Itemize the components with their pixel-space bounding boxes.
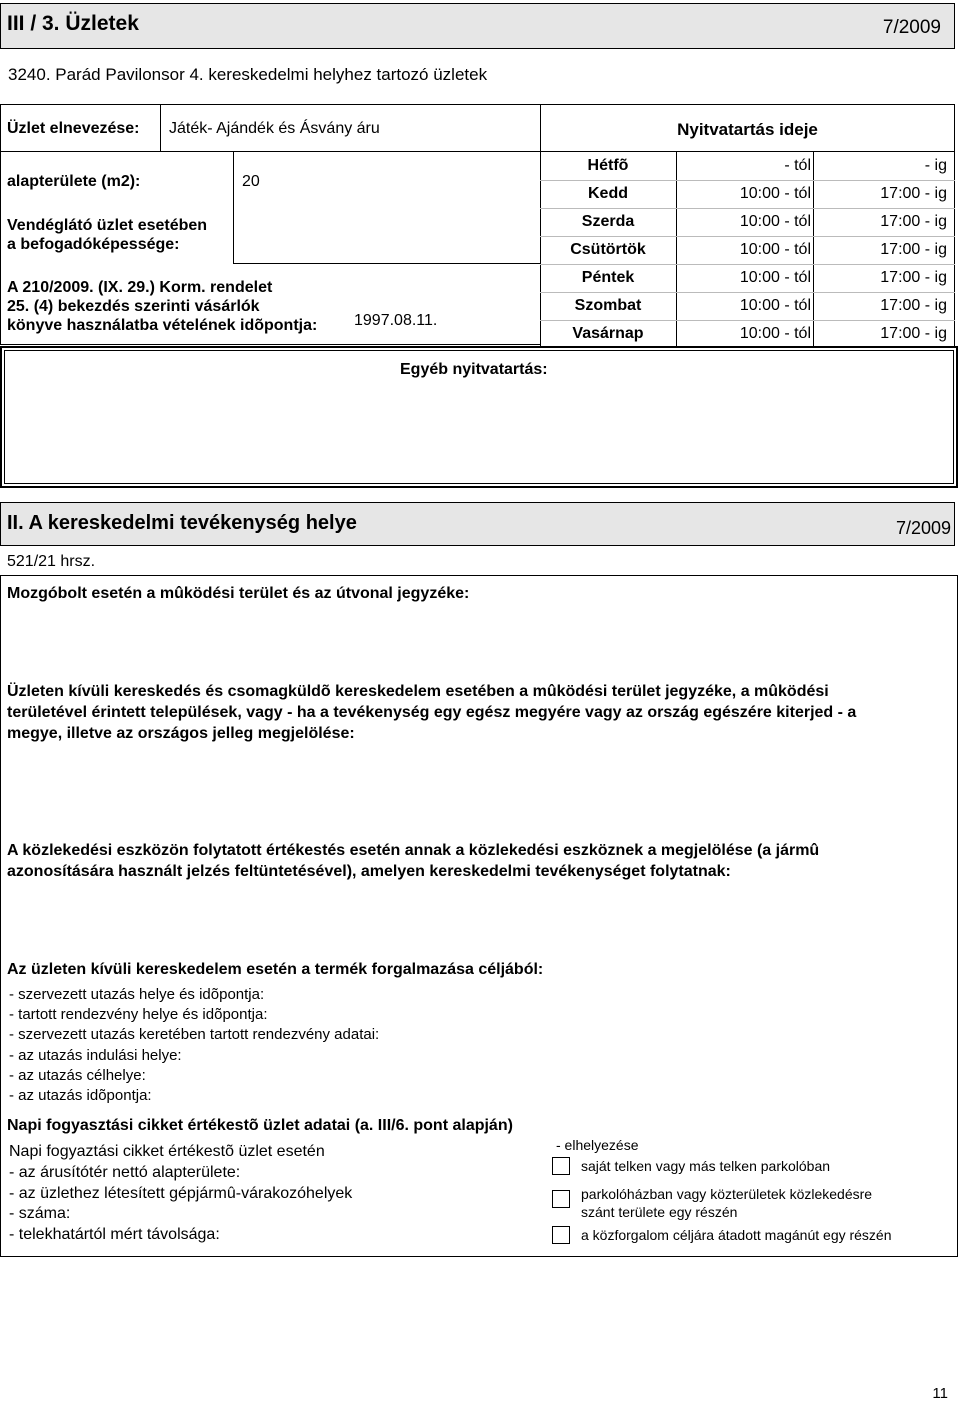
promo-item: - szervezett utazás helye és idõpontja: [9,986,265,1003]
opening-hours-row [541,264,955,292]
open-to: - ig [924,157,947,174]
shop-name-value: Játék- Ajándék és Ásvány áru [169,120,380,137]
section2-title: II. A kereskedelmi tevékenység helye [7,512,357,534]
grocery-item: Napi fogyaztási cikket értékestõ üzlet esetén [9,1143,325,1160]
opening-hours-row [541,320,955,348]
day-name: Péntek [581,269,635,286]
promo-item: - az utazás célhelye: [9,1067,146,1084]
promo-item: - szervezett utazás keretében tartott rendezvény adatai: [9,1026,380,1043]
decree-line-1: A 210/2009. (IX. 29.) Korm. rendelet [7,279,273,296]
outside-trade-label-2: területével érintett települések, vagy - ha a tevékenység egy egész megyére vagy az ország egészére kiterjed - a [7,704,857,721]
location-label: - elhelyezése [556,1137,639,1153]
lot-number: 521/21 hrsz. [7,553,96,570]
open-from: - tól [784,157,811,174]
grocery-item: - száma: [9,1205,71,1222]
opening-hours-title: Nyitvatartás ideje [677,120,818,139]
parking-own-plot-checkbox[interactable] [552,1157,570,1175]
opening-hours-row [541,292,955,320]
promo-item: - az utazás indulási helye: [9,1047,182,1064]
open-to: 17:00 - ig [880,185,947,202]
page-title: III / 3. Üzletek [7,12,139,35]
opening-hours-row [541,208,955,236]
open-to: 17:00 - ig [880,297,947,314]
day-name: Hétfõ [587,157,629,174]
area-label: alapterülete (m2): [7,173,141,190]
day-name: Szombat [574,297,642,314]
grocery-title: Napi fogyasztási cikket értékestõ üzlet adatai (a. III/6. pont alapján) [7,1117,513,1134]
page-number: 11 [932,1385,948,1402]
transport-label-1: A közlekedési eszközön folytatott értékestés esetén annak a közlekedési eszköznek a megjelölése (a jármû [7,842,820,859]
opening-hours-row [541,180,955,208]
parking-garage-label-cont: szánt területe egy részén [581,1204,738,1220]
open-from: 10:00 - tól [739,241,811,258]
day-name: Kedd [588,185,628,202]
grocery-item: - telekhatártól mért távolsága: [9,1226,220,1243]
other-hours-label: Egyéb nyitvatartás: [400,361,548,378]
mobile-shop-label: Mozgóbolt esetén a mûködési terület és az útvonal jegyzéke: [7,585,470,602]
header-bar [0,3,955,49]
open-to: 17:00 - ig [880,241,947,258]
day-name: Szerda [581,213,635,230]
open-to: 17:00 - ig [880,269,947,286]
promo-item: - tartott rendezvény helye és idõpontja: [9,1006,268,1023]
form-code: 7/2009 [882,17,941,38]
parking-private-road-checkbox[interactable] [552,1226,570,1244]
outside-trade-label-3: megye, illetve az országos jelleg megjelölése: [7,725,355,742]
area-value: 20 [242,173,260,190]
shop-name-label: Üzlet elnevezése: [7,120,140,137]
open-from: 10:00 - tól [739,297,811,314]
opening-hours-row [541,236,955,264]
day-name: Csütörtök [570,241,646,258]
outside-trade-label-1: Üzleten kívüli kereskedés és csomagküldõ kereskedelem esetében a mûködési terület jegyzéke, a mûködési [7,683,829,700]
capacity-label-1: Vendéglátó üzlet esetében [7,217,208,234]
parking-own-plot-label: saját telken vagy más telken parkolóban [581,1158,831,1174]
transport-label-2: azonosítására használt jelzés feltüntetésével), amelyen kereskedelmi tevékenységet folytatnak: [7,863,731,880]
grocery-item: - az árusítótér nettó alapterülete: [9,1164,241,1181]
open-from: 10:00 - tól [739,269,811,286]
decree-line-2: 25. (4) bekezdés szerinti vásárlók [7,298,260,315]
promo-title: Az üzleten kívüli kereskedelem esetén a termék forgalmazása céljából: [7,961,544,978]
opening-hours-row [541,152,955,180]
open-from: 10:00 - tól [739,213,811,230]
parking-private-road-label: a közforgalom céljára átadott magánút egy részén [581,1227,892,1243]
open-from: 10:00 - tól [739,325,811,342]
parking-garage-checkbox[interactable] [552,1190,570,1208]
section2-code: 7/2009 [895,518,951,538]
decree-line-3: könyve használatba vételének idõpontja: [7,317,318,334]
promo-item: - az utazás idõpontja: [9,1087,152,1104]
open-from: 10:00 - tól [739,185,811,202]
parking-garage-label: parkolóházban vagy közterületek közlekedésre [581,1186,873,1202]
open-to: 17:00 - ig [880,325,947,342]
open-to: 17:00 - ig [880,213,947,230]
grocery-item: - az üzlethez létesített gépjármû-várakozóhelyek [9,1185,353,1202]
day-name: Vasárnap [572,325,644,342]
location-subtitle: 3240. Parád Pavilonsor 4. kereskedelmi helyhez tartozó üzletek [8,65,488,84]
capacity-label-2: a befogadóképessége: [7,236,180,253]
decree-date: 1997.08.11. [354,312,438,329]
